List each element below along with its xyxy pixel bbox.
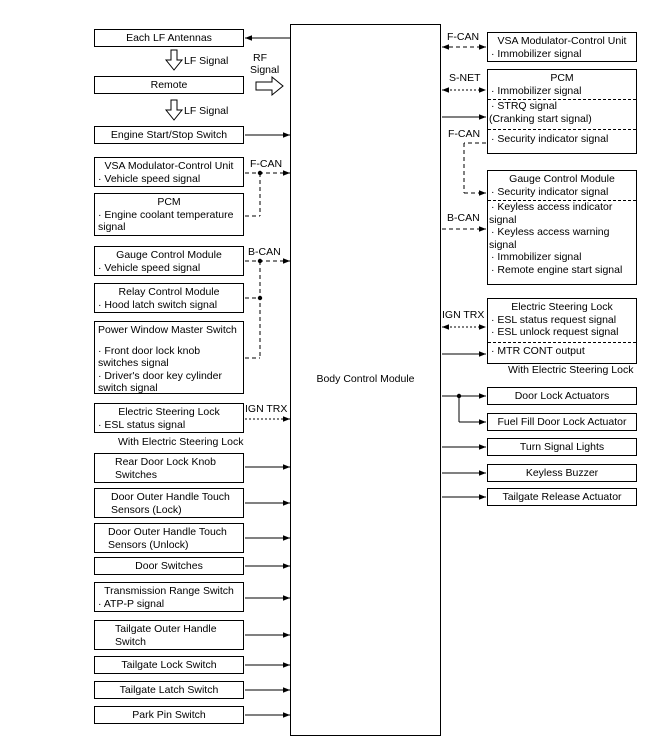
vsa-right-title: VSA Modulator-Control Unit (497, 35, 627, 47)
vsa-left-title: VSA Modulator-Control Unit (104, 160, 234, 172)
rear-knob-line-2: Switches (115, 468, 158, 481)
rf-signal-label-2: Signal (250, 64, 280, 76)
junction-bcan-left-1 (258, 259, 262, 263)
outer-lock-line-2: Sensors (Lock) (111, 503, 182, 516)
lf-antennas-label: Each LF Antennas (126, 32, 212, 44)
esl-left-note: With Electric Steering Lock (118, 436, 244, 448)
pcm-right-item-1: · Immobilizer signal (491, 84, 582, 97)
outer-lock-line-1: Door Outer Handle Touch (111, 491, 230, 503)
esl-right-note: With Electric Steering Lock (508, 364, 634, 376)
pwm-item-1: · Front door lock knob (98, 344, 201, 357)
pcm-left-item-2: signal (98, 221, 126, 233)
esl-left-item: · ESL status signal (98, 418, 186, 431)
outer-unlock-line-1: Door Outer Handle Touch (108, 526, 227, 538)
gauge-right-item-5: signal (489, 238, 517, 251)
fcan-right-label-1: F-CAN (447, 31, 480, 43)
fcan-left-bus (245, 173, 290, 216)
bcan-right-label: B-CAN (447, 212, 480, 224)
esl-right-item-1: · ESL status request signal (491, 313, 617, 326)
lf-signal-label-1: LF Signal (184, 55, 229, 67)
junction-fuel-fill (457, 394, 461, 398)
esl-right-item-2: · ESL unlock request signal (491, 326, 619, 338)
pcm-left-title: PCM (157, 196, 181, 208)
rear-knob-line-1: Rear Door Lock Knob (115, 456, 216, 468)
pwm-item-2: switches signal (98, 357, 169, 369)
fcan-right-bus-2 (464, 143, 486, 193)
pwm-title: Power Window Master Switch (98, 324, 237, 336)
relay-title: Relay Control Module (118, 286, 220, 298)
junction-bcan-left-2 (258, 296, 262, 300)
turn-signal-label: Turn Signal Lights (519, 441, 605, 453)
esl-left-title: Electric Steering Lock (118, 406, 220, 418)
gauge-left-item: · Vehicle speed signal (98, 261, 201, 274)
ign-trx-left-label: IGN TRX (245, 403, 288, 415)
bcm-label: Body Control Module (316, 373, 415, 385)
vsa-left-item: · Vehicle speed signal (98, 172, 201, 185)
relay-item: · Hood latch switch signal (98, 298, 218, 311)
gauge-right-item-1: · Security indicator signal (491, 185, 609, 198)
esl-right-title: Electric Steering Lock (511, 301, 613, 313)
remote-label: Remote (150, 79, 188, 91)
trs-item: · ATP-P signal (98, 597, 165, 610)
pwm-item-3: · Driver's door key cylinder (98, 369, 222, 382)
lf-signal-arrow-1 (166, 50, 182, 70)
trs-title: Transmission Range Switch (104, 585, 234, 597)
pcm-right-item-2: · STRQ signal (491, 100, 557, 112)
tailgate-outer-line-1: Tailgate Outer Handle (115, 623, 217, 635)
door-switches-label: Door Switches (135, 560, 203, 572)
outer-unlock-line-2: Sensors (Unlock) (108, 538, 189, 551)
snet-label: S-NET (449, 72, 481, 84)
pcm-right-title: PCM (550, 72, 574, 84)
gauge-right-title: Gauge Control Module (509, 173, 615, 185)
rf-signal-label-1: RF (253, 52, 267, 64)
lf-signal-label-2: LF Signal (184, 105, 229, 117)
pwm-item-4: switch signal (98, 382, 158, 394)
bcan-left-label: B-CAN (248, 246, 281, 258)
engine-start-stop-label: Engine Start/Stop Switch (110, 129, 228, 141)
pcm-right-item-3: (Cranking start signal) (489, 112, 592, 125)
fuel-fill-label: Fuel Fill Door Lock Actuator (497, 416, 627, 428)
gauge-right-item-4: · Keyless access warning (491, 226, 610, 238)
gauge-right-item-6: · Immobilizer signal (491, 251, 582, 263)
pcm-right-item-4: · Security indicator signal (491, 133, 609, 145)
pcm-left-item-1: · Engine coolant temperature (98, 208, 234, 221)
gauge-right-item-3: signal (489, 213, 517, 226)
rf-signal-arrow (256, 77, 283, 95)
esl-right-item-3: · MTR CONT output (491, 344, 585, 357)
door-lock-actuators-label: Door Lock Actuators (514, 390, 610, 402)
tailgate-release-label: Tailgate Release Actuator (502, 491, 622, 503)
junction-fcan-left (258, 171, 262, 175)
gauge-right-item-2: · Keyless access indicator (491, 201, 613, 213)
ign-trx-right-label: IGN TRX (442, 309, 485, 321)
bcan-left-bus (245, 261, 290, 358)
vsa-right-item: · Immobilizer signal (491, 47, 582, 60)
tailgate-outer-line-2: Switch (115, 635, 146, 648)
lf-signal-arrow-2 (166, 100, 182, 120)
fcan-right-label-2: F-CAN (448, 128, 481, 140)
keyless-buzzer-label: Keyless Buzzer (525, 467, 599, 479)
tailgate-latch-label: Tailgate Latch Switch (119, 684, 219, 696)
gauge-left-title: Gauge Control Module (116, 249, 222, 261)
fcan-left-label: F-CAN (250, 158, 283, 170)
tailgate-lock-label: Tailgate Lock Switch (121, 659, 217, 671)
gauge-right-item-7: · Remote engine start signal (491, 263, 623, 276)
park-pin-label: Park Pin Switch (132, 709, 206, 721)
